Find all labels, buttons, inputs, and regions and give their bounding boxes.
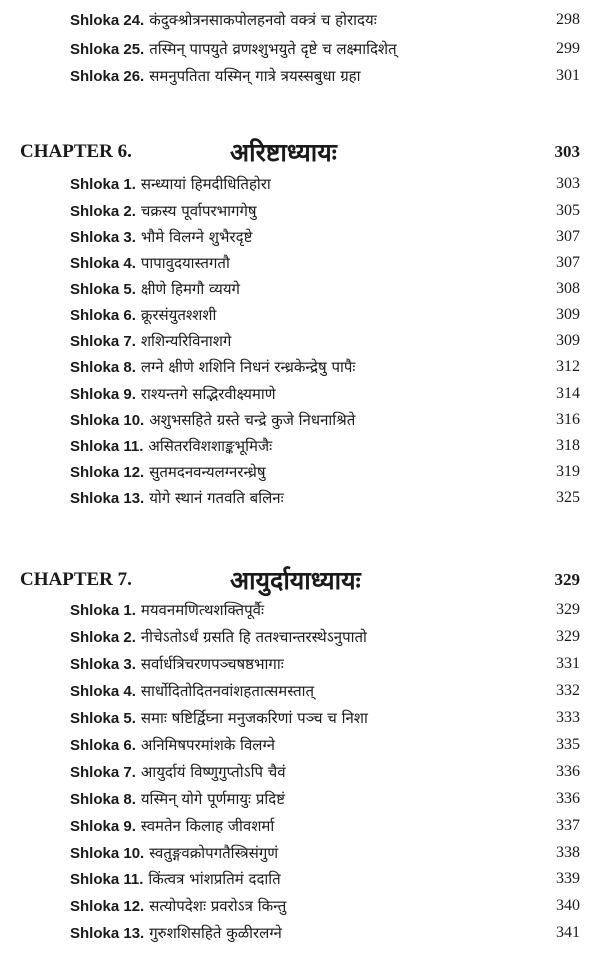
shloka-title: स्वमतेन किलाह जीवशर्मा <box>140 817 275 835</box>
page-number: 339 <box>556 870 580 887</box>
page-number: 298 <box>556 11 580 28</box>
page-number: 319 <box>556 463 580 480</box>
page-number: 318 <box>556 437 580 454</box>
shloka-label: Shloka 1. <box>70 601 136 619</box>
shloka-label: Shloka 11. <box>70 437 144 455</box>
shloka-title: क्रूरसंयुतश्शशी <box>140 306 217 324</box>
page-number: 335 <box>556 736 580 753</box>
page-number: 333 <box>556 709 580 726</box>
page-number: 301 <box>556 67 580 84</box>
shloka-title: आयुर्दायं विष्णुगुप्तोऽपि चैवं <box>140 763 286 781</box>
shloka-label: Shloka 25. <box>70 40 145 58</box>
page-number: 338 <box>556 844 580 861</box>
toc-entry <box>70 275 580 303</box>
page-number: 314 <box>556 385 580 402</box>
toc-entry <box>70 432 580 460</box>
page-number: 316 <box>556 411 580 428</box>
page-number: 332 <box>556 682 580 699</box>
shloka-label: Shloka 13. <box>70 489 145 507</box>
shloka-title: कंदुक्श्रोत्रनसाकपोलहनवो वक्त्रं च होरादयः <box>149 11 377 29</box>
page-number: 299 <box>556 40 580 57</box>
shloka-title: सुतमदनवन्यलग्नरन्ध्रेषु <box>149 463 266 481</box>
chapter-label: CHAPTER 6. <box>20 141 132 162</box>
shloka-title: समनुपतिता यस्मिन् गात्रे त्रयस्सबुधा ग्रहा <box>149 67 361 85</box>
page-number: 307 <box>556 228 580 245</box>
toc-entry <box>70 62 580 90</box>
page-number: 341 <box>556 924 580 941</box>
toc-entry <box>70 731 580 759</box>
shloka-title: नीचेऽतोऽर्धं ग्रसति हि ततश्चान्तरस्थेऽनुपातो <box>140 628 367 646</box>
shloka-label: Shloka 10. <box>70 844 145 862</box>
shloka-label: Shloka 26. <box>70 67 145 85</box>
page-number: 303 <box>556 175 580 192</box>
shloka-label: Shloka 9. <box>70 385 136 403</box>
shloka-title: गुरुशशिसहिते कुळीरलग्ने <box>149 924 282 942</box>
shloka-title: किंत्वत्र भांशप्रतिमं ददाति <box>148 870 281 888</box>
toc-entry <box>70 865 580 893</box>
chapter-title: अरिष्टाध्यायः <box>230 138 337 167</box>
toc-entry <box>70 353 580 381</box>
shloka-label: Shloka 5. <box>70 280 136 298</box>
shloka-title: भौमे विलग्ने शुभैरदृष्टे <box>140 228 253 246</box>
shloka-label: Shloka 8. <box>70 358 136 376</box>
page-number: 329 <box>556 601 580 618</box>
page-number: 307 <box>556 254 580 271</box>
shloka-title: सत्योपदेशः प्रवरोऽत्र किन्तु <box>149 897 287 915</box>
toc-entry <box>70 35 580 63</box>
toc-entry <box>70 919 580 947</box>
chapter-heading <box>20 133 580 171</box>
shloka-label: Shloka 13. <box>70 924 145 942</box>
shloka-title: समाः षष्टिर्द्विघ्ना मनुजकरिणां पञ्च च निशा <box>140 709 368 727</box>
toc-entry <box>70 406 580 434</box>
chapter-page-number: 329 <box>554 570 580 589</box>
page-number: 329 <box>556 628 580 645</box>
shloka-label: Shloka 4. <box>70 254 136 272</box>
toc-entry <box>70 170 580 198</box>
shloka-label: Shloka 1. <box>70 175 136 193</box>
page-number: 305 <box>556 202 580 219</box>
page-number: 336 <box>556 763 580 780</box>
toc-entry <box>70 758 580 786</box>
toc-entry <box>70 812 580 840</box>
shloka-label: Shloka 6. <box>70 306 136 324</box>
toc-entry <box>70 892 580 920</box>
shloka-title: अनिमिषपरमांशके विलग्ने <box>140 736 275 754</box>
shloka-title: तस्मिन् पापयुते व्रणश्शुभयुते दृष्टे च लक्ष्मादिशेत् <box>149 40 397 58</box>
shloka-title: चक्रस्य पूर्वापरभागगेषु <box>140 202 257 220</box>
page-number: 309 <box>556 306 580 323</box>
shloka-title: सन्ध्यायां हिमदीधितिहोरा <box>140 175 271 193</box>
shloka-label: Shloka 12. <box>70 463 145 481</box>
shloka-label: Shloka 11. <box>70 870 144 888</box>
toc-entry <box>70 704 580 732</box>
toc-entry <box>70 839 580 867</box>
page-number: 308 <box>556 280 580 297</box>
shloka-title: राश्यन्तगे सद्भिरवीक्ष्यमाणे <box>140 385 276 403</box>
shloka-label: Shloka 3. <box>70 655 136 673</box>
shloka-title: स्वतुङ्गवक्रोपगतैस्त्रिसंगुणं <box>149 844 279 862</box>
shloka-title: क्षीणे हिमगौ व्ययगे <box>140 280 241 298</box>
toc-entry <box>70 327 580 355</box>
shloka-label: Shloka 7. <box>70 763 136 781</box>
shloka-label: Shloka 2. <box>70 202 136 220</box>
chapter-label: CHAPTER 7. <box>20 569 132 590</box>
shloka-title: सार्धोदितोदितनवांशहतात्समस्तात् <box>140 682 315 700</box>
shloka-title: लग्ने क्षीणे शशिनि निधनं रन्ध्रकेन्द्रेषु पापैः <box>140 358 356 376</box>
shloka-label: Shloka 7. <box>70 332 136 350</box>
shloka-title: मयवनमणित्थशक्तिपूर्वैः <box>140 601 264 619</box>
shloka-title: असितरविशशाङ्कभूमिजैः <box>148 437 273 455</box>
page-number: 340 <box>556 897 580 914</box>
page-number: 325 <box>556 489 580 506</box>
shloka-title: शशिन्यरिविनाशगे <box>140 332 232 350</box>
shloka-label: Shloka 8. <box>70 790 136 808</box>
shloka-label: Shloka 6. <box>70 736 136 754</box>
toc-entry <box>70 623 580 651</box>
shloka-label: Shloka 10. <box>70 411 145 429</box>
page-number: 312 <box>556 358 580 375</box>
chapter-page-number: 303 <box>554 142 580 161</box>
shloka-title: यस्मिन् योगे पूर्णमायुः प्रदिष्टं <box>140 790 286 808</box>
shloka-label: Shloka 9. <box>70 817 136 835</box>
toc-entry <box>70 785 580 813</box>
shloka-label: Shloka 3. <box>70 228 136 246</box>
shloka-title: योगे स्थानं गतवति बलिनः <box>149 489 284 507</box>
toc-entry <box>70 223 580 251</box>
page-number: 309 <box>556 332 580 349</box>
toc-entry <box>70 650 580 678</box>
toc-entry <box>70 197 580 225</box>
shloka-label: Shloka 5. <box>70 709 136 727</box>
toc-entry <box>70 380 580 408</box>
toc-entry <box>70 484 580 512</box>
shloka-label: Shloka 4. <box>70 682 136 700</box>
page-number: 336 <box>556 790 580 807</box>
shloka-title: अशुभसहिते ग्रस्ते चन्द्रे कुजे निधनाश्रिते <box>149 411 356 429</box>
chapter-heading <box>20 561 580 599</box>
toc-entry <box>70 6 580 34</box>
shloka-title: सर्वार्धत्रिचरणपञ्चषष्ठभागाः <box>140 655 284 673</box>
shloka-label: Shloka 24. <box>70 11 145 29</box>
page-number: 337 <box>556 817 580 834</box>
shloka-title: पापावुदयास्तगतौ <box>140 254 230 272</box>
shloka-label: Shloka 2. <box>70 628 136 646</box>
shloka-label: Shloka 12. <box>70 897 145 915</box>
toc-entry <box>70 596 580 624</box>
toc-entry <box>70 458 580 486</box>
page-number: 331 <box>556 655 580 672</box>
toc-entry <box>70 301 580 329</box>
toc-entry <box>70 249 580 277</box>
toc-entry <box>70 677 580 705</box>
chapter-title: आयुर्दायाध्यायः <box>230 566 361 595</box>
